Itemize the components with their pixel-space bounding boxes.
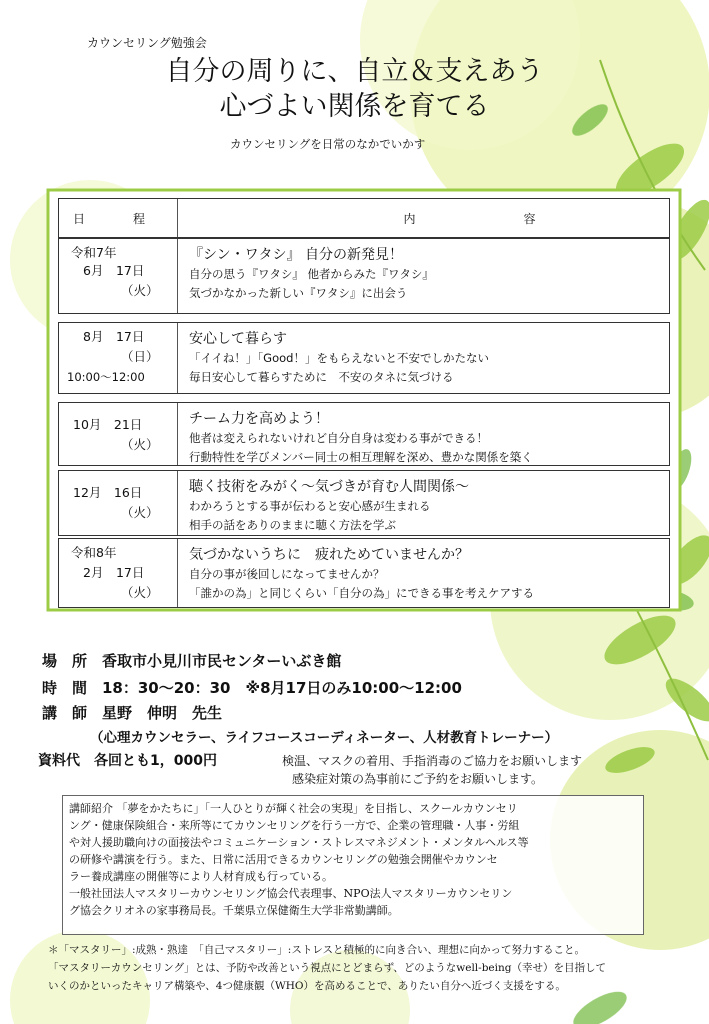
date-line: 2月 17日: [83, 565, 145, 580]
row-date: [59, 239, 178, 313]
info-fee: 資料代 各回とも1，000円: [38, 753, 217, 769]
date-line: 10:00～12:00: [67, 370, 145, 384]
footnote-line: いくのかといったキャリア構築や、4つ健康観（WHO）を高めることで、ありたい自分へ近づく支援をする。: [48, 980, 566, 992]
date-line: （火）: [121, 585, 159, 600]
row-content: [189, 477, 665, 535]
header-date: 日 程: [59, 199, 178, 237]
row-line: 「誰かの為」と同じくらい「自分の為」にできる事を考えケアする: [189, 586, 534, 600]
footnote-line: 「マスタリーカウンセリング」とは、予防や改善という視点にとどまらず、どのようなwell-being（幸せ）を目指して: [48, 962, 606, 974]
row-line: わかろうとする事が伝わると安心感が生まれる: [189, 499, 431, 513]
schedule-table: [58, 198, 670, 600]
row-content: [189, 409, 665, 467]
lecturer-intro-box: [62, 795, 644, 935]
intro-line: や対人援助職向けの面接法やコミュニケーション・ストレスマネジメント・メンタルヘルス等: [69, 836, 529, 849]
row-line: 行動特性を学びメンバー同士の相互理解を深め、豊かな関係を築く: [189, 450, 533, 464]
schedule-row: [58, 322, 670, 394]
row-title: 気づかないうちに 疲れためていませんか？: [189, 547, 469, 563]
row-date: [59, 323, 178, 393]
row-line: 他者は変えられないけれど自分自身は変わる事ができる！: [189, 431, 488, 445]
date-line: （日）: [121, 349, 159, 364]
info-place: 場 所 香取市小見川市民センターいぶき館: [42, 652, 342, 670]
row-date: [59, 539, 178, 607]
date-line: 10月 21日: [73, 417, 143, 432]
subtitle: カウンセリングを日常のなかでいかす: [230, 137, 426, 151]
row-date: [59, 403, 178, 465]
date-line: 6月 17日: [83, 263, 145, 278]
intro-line: 講師紹介 「夢をかたちに」「一人ひとりが輝く社会の実現」を目指し、スクールカウンセリ: [69, 802, 518, 815]
intro-line: の研修や講演を行う。また、日常に活用できるカウンセリングの勉強会開催やカウンセ: [69, 853, 498, 866]
info-lecturer: 講 師 星野 伸明 先生: [42, 704, 223, 722]
header-content: 内 容: [403, 211, 584, 226]
pre-title: カウンセリング勉強会: [87, 36, 207, 50]
row-content: [189, 545, 665, 603]
date-line: （火）: [121, 437, 159, 452]
schedule-row: [58, 402, 670, 466]
date-line: （火）: [121, 283, 159, 298]
info-lecturer-title: （心理カウンセラー、ライフコースコーディネーター、人材教育トレーナー）: [90, 730, 559, 746]
schedule-row: [58, 538, 670, 608]
leaf-shape: [568, 985, 632, 1024]
info-notice-2: 感染症対策の為事前にご予約をお願いします。: [292, 772, 544, 786]
row-line: 相手の話をありのままに聴く方法を学ぶ: [189, 518, 396, 532]
info-time: 時 間 18：30～20：30 ※8月17日のみ10:00～12:00: [42, 679, 462, 697]
intro-line: ング・健康保険組合・来所等にてカウンセリングを行う一方で、企業の管理職・人事・労組: [69, 819, 520, 832]
row-line: 自分の事が後回しになってませんか？: [189, 567, 385, 581]
intro-line: 一般社団法人マスタリーカウンセリング協会代表理事、NPO法人マスタリーカウンセリン: [69, 887, 513, 900]
date-line: 8月 17日: [83, 329, 145, 344]
date-line: 令和7年: [71, 245, 117, 260]
date-line: 12月 16日: [73, 485, 143, 500]
schedule-header: [58, 198, 670, 238]
row-title: 聴く技術をみがく～気づきが育む人間関係～: [189, 479, 469, 495]
row-content: [189, 245, 665, 303]
date-line: 令和8年: [71, 545, 117, 560]
row-date: [59, 471, 178, 535]
intro-line: ラー養成講座の開催等により人材育成も行っている。: [69, 870, 333, 883]
row-line: 自分の思う『ワタシ』 他者からみた『ワタシ』: [189, 267, 434, 281]
date-line: （火）: [121, 505, 159, 520]
row-line: 「イイね！」「Good！」をもらえないと不安でしかたない: [189, 351, 489, 365]
row-line: 気づかなかった新しい『ワタシ』に出会う: [189, 286, 408, 300]
row-content: [189, 329, 665, 387]
schedule-row: [58, 470, 670, 536]
intro-line: グ協会クリオネの家事務局長。千葉県立保健衛生大学非常勤講師。: [69, 904, 399, 917]
row-line: 毎日安心して暮らすために 不安のタネに気づける: [189, 370, 454, 384]
footnote-line: ＊「マスタリー」:成熟・熟達 「自己マスタリー」:ストレスと積極的に向き合い、理想に向かって努力すること。: [48, 944, 586, 956]
row-title: チーム力を高めよう！: [189, 411, 329, 427]
row-title: 安心して暮らす: [189, 331, 287, 347]
row-title: 『シン・ワタシ』 自分の新発見！: [189, 247, 403, 263]
title-line-2: 心づよい関係を育てる: [219, 91, 490, 122]
title-line-1: 自分の周りに、自立＆支えあう: [165, 56, 544, 87]
info-notice-1: 検温、マスクの着用、手指消毒のご協力をお願いします: [282, 754, 583, 768]
schedule-row: [58, 238, 670, 314]
